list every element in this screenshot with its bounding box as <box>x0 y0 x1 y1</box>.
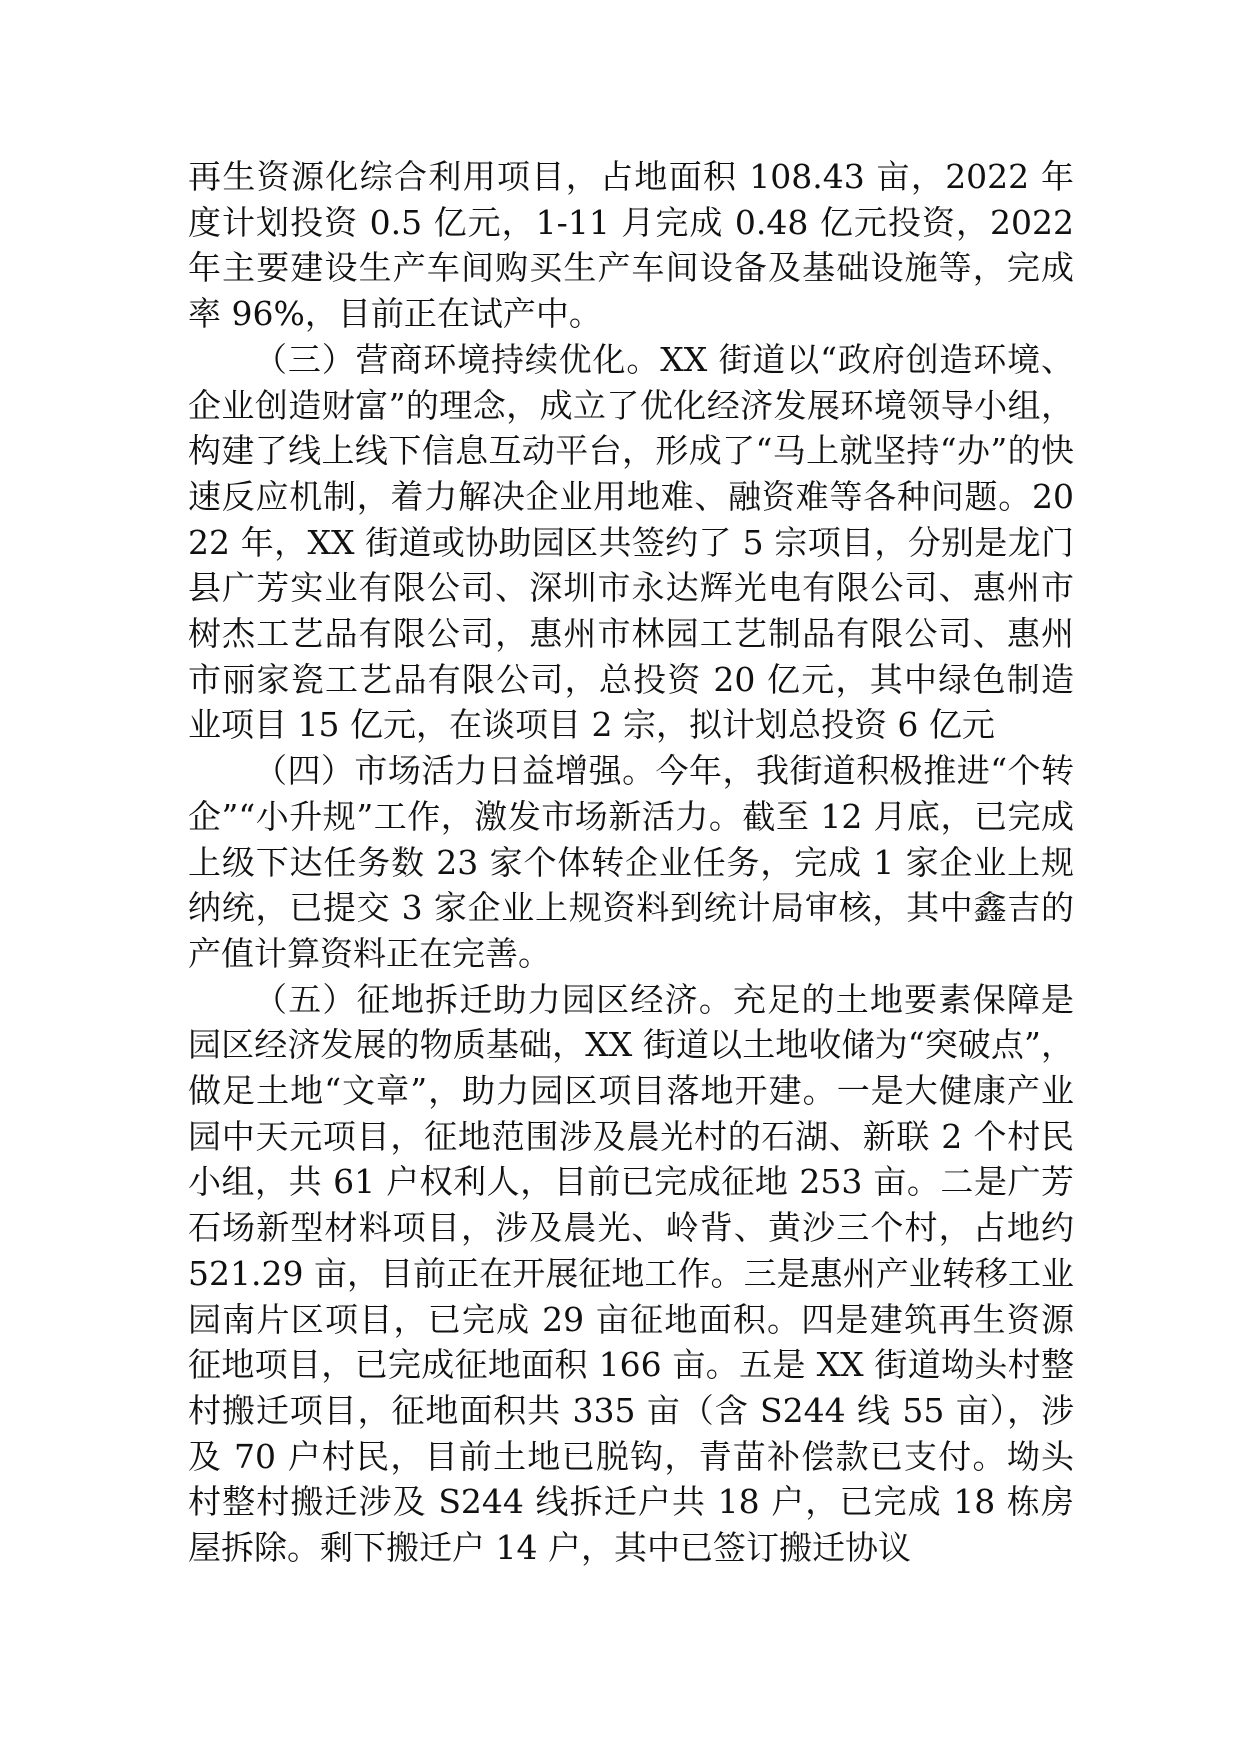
paragraph-land-acquisition: （五）征地拆迁助力园区经济。充足的土地要素保障是园区经济发展的物质基础，XX 街道以土地收储为“突破点”，做足土地“文章”，助力园区项目落地开建。一是大健康产业园中天元项目，征地范围涉及晨光村的石湖、新联 2 个村民小组，共 61 户权利人，目前已完成征地 253 亩。二是广芳石场新型材料项目，涉及晨光、岭背、黄沙三个村，占地约 521.29 亩，目前正在开展征地工作。三是惠州产业转移工业园南片区项目，已完成 29 亩征地面积。四是建筑再生资源征地项目，已完成征地面积 166 亩。五是 XX 街道坳头村整村搬迁项目，征地面积共 335 亩（含 S244 线 55 亩），涉及 70 户村民，目前土地已脱钩，青苗补偿款已支付。坳头村整村搬迁涉及 S244 线拆迁户共 18 户，已完成 18 栋房屋拆除。剩下搬迁户 14 户，其中已签订搬迁协议 <box>188 979 1074 1568</box>
paragraph-business-environment: （三）营商环境持续优化。XX 街道以“政府创造环境、企业创造财富”的理念，成立了优化经济发展环境领导小组，构建了线上线下信息互动平台，形成了“马上就坚持“办”的快速反应机制，着力解决企业用地难、融资难等各种问题。2022 年，XX 街道或协助园区共签约了 5 宗项目，分别是龙门县广芳实业有限公司、深圳市永达辉光电有限公司、惠州市树杰工艺品有限公司，惠州市林园工艺制品有限公司、惠州市丽家瓷工艺品有限公司，总投资 20 亿元，其中绿色制造业项目 15 亿元，在谈项目 2 宗，拟计划总投资 6 亿元 <box>188 339 1074 745</box>
paragraph-market-vitality: （四）市场活力日益增强。今年，我街道积极推进“个转企”“小升规”工作，激发市场新活力。截至 12 月底，已完成上级下达任务数 23 家个体转企业任务，完成 1 家企业上规纳统，已提交 3 家企业上规资料到统计局审核，其中鑫吉的产值计算资料正在完善。 <box>188 751 1074 973</box>
paragraph-project-summary: 再生资源化综合利用项目，占地面积 108.43 亩，2022 年度计划投资 0.5 亿元，1-11 月完成 0.48 亿元投资，2022 年主要建设生产车间购买生产车间设备及基础设施等，完成率 96%，目前正在试产中。 <box>188 157 1074 334</box>
document-body <box>188 154 1074 1571</box>
